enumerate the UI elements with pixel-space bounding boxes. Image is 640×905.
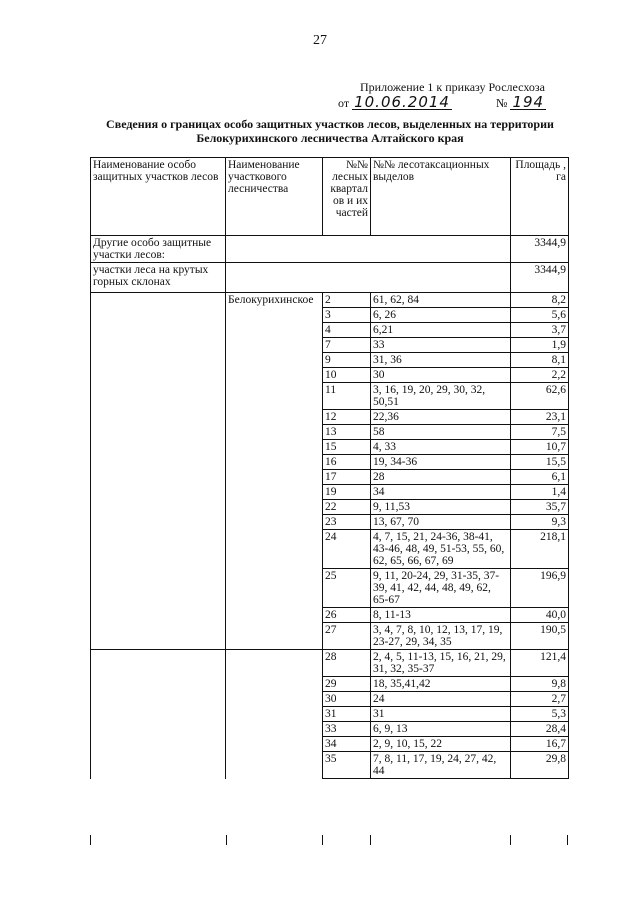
protected-area-cell	[91, 368, 226, 383]
table-row	[91, 608, 569, 623]
quarter-number-cell: 19	[323, 485, 371, 500]
forestry-cell	[226, 485, 323, 500]
protected-area-cell	[91, 515, 226, 530]
table-header-row	[91, 158, 569, 236]
table-row	[91, 440, 569, 455]
quarter-number-cell: 28	[323, 650, 371, 677]
quarter-number-cell: 27	[323, 623, 371, 650]
allotment-numbers-cell: 7, 8, 11, 17, 19, 24, 27, 42, 44	[371, 752, 511, 779]
allotment-numbers-cell: 30	[371, 368, 511, 383]
forestry-cell	[226, 752, 323, 779]
table-row	[91, 338, 569, 353]
area-cell: 28,4	[511, 722, 569, 737]
document-title	[90, 117, 570, 145]
table-row	[91, 707, 569, 722]
table-row	[91, 752, 569, 779]
area-cell: 3,7	[511, 323, 569, 338]
forestry-cell	[226, 353, 323, 368]
protected-area-cell	[91, 623, 226, 650]
forestry-cell	[226, 650, 323, 677]
allotment-numbers-cell: 34	[371, 485, 511, 500]
quarter-number-cell: 7	[323, 338, 371, 353]
area-cell: 15,5	[511, 455, 569, 470]
area-cell: 1,9	[511, 338, 569, 353]
area-cell: 190,5	[511, 623, 569, 650]
table-row	[91, 308, 569, 323]
quarter-number-cell: 10	[323, 368, 371, 383]
allotment-numbers-cell: 2, 4, 5, 11-13, 15, 16, 21, 29, 31, 32, 35-37	[371, 650, 511, 677]
area-cell: 7,5	[511, 425, 569, 440]
title-line-1: Сведения о границах особо защитных участков лесов, выделенных на территории	[106, 117, 554, 131]
area-cell: 35,7	[511, 500, 569, 515]
title-line-2: Белокурихинского лесничества Алтайского края	[196, 131, 464, 145]
protected-area-cell	[91, 569, 226, 608]
order-from-label: от	[338, 96, 350, 110]
protected-area-cell	[91, 752, 226, 779]
table-edge-right	[567, 835, 568, 845]
quarter-number-cell: 23	[323, 515, 371, 530]
quarter-number-cell: 11	[323, 383, 371, 410]
table-edge-left	[90, 835, 91, 845]
table-row	[91, 515, 569, 530]
allotment-numbers-cell: 9, 11,53	[371, 500, 511, 515]
protected-area-cell	[91, 425, 226, 440]
quarter-number-cell: 15	[323, 440, 371, 455]
forestry-cell	[226, 722, 323, 737]
appendix-line: Приложение 1 к приказу Рослесхоза	[360, 80, 545, 94]
area-cell: 6,1	[511, 470, 569, 485]
quarter-number-cell: 4	[323, 323, 371, 338]
quarter-number-cell: 24	[323, 530, 371, 569]
allotment-numbers-cell: 8, 11-13	[371, 608, 511, 623]
protected-area-cell	[91, 707, 226, 722]
allotment-numbers-cell: 24	[371, 692, 511, 707]
area-cell: 2,2	[511, 368, 569, 383]
allotment-numbers-cell: 9, 11, 20-24, 29, 31-35, 37-39, 41, 42, 44, 48, 49, 62, 65-67	[371, 569, 511, 608]
order-reference	[338, 93, 568, 111]
quarter-number-cell: 35	[323, 752, 371, 779]
table-row	[91, 722, 569, 737]
quarter-number-cell: 34	[323, 737, 371, 752]
area-cell: 9,3	[511, 515, 569, 530]
table-row	[91, 383, 569, 410]
table-row	[91, 353, 569, 368]
protected-area-cell	[91, 308, 226, 323]
area-cell: 9,8	[511, 677, 569, 692]
forestry-cell	[226, 470, 323, 485]
protected-area-cell	[91, 293, 226, 308]
forestry-cell	[226, 515, 323, 530]
forestry-cell	[226, 530, 323, 569]
quarter-number-cell: 2	[323, 293, 371, 308]
table-edge-allotment	[370, 835, 371, 845]
forestry-cell	[226, 425, 323, 440]
forestry-cell	[226, 455, 323, 470]
table-row	[91, 485, 569, 500]
table-row	[91, 650, 569, 677]
protected-area-cell	[91, 440, 226, 455]
forestry-cell	[226, 707, 323, 722]
forestry-cell	[226, 608, 323, 623]
summary-row-name: участки леса на крутых горных склонах	[91, 263, 226, 293]
order-number: 194	[512, 93, 545, 111]
allotment-numbers-cell: 6,21	[371, 323, 511, 338]
summary-row-name: Другие особо защитные участки лесов:	[91, 236, 226, 263]
allotment-numbers-cell: 22,36	[371, 410, 511, 425]
summary-row-blank	[226, 263, 511, 293]
quarter-number-cell: 9	[323, 353, 371, 368]
allotment-numbers-cell: 4, 33	[371, 440, 511, 455]
quarter-number-cell: 26	[323, 608, 371, 623]
allotment-numbers-cell: 58	[371, 425, 511, 440]
header-area-ha: Площадь , га	[511, 158, 569, 236]
area-cell: 2,7	[511, 692, 569, 707]
protected-area-cell	[91, 530, 226, 569]
order-no-label: №	[496, 96, 508, 110]
protected-area-cell	[91, 608, 226, 623]
table-row	[91, 500, 569, 515]
table-row	[91, 623, 569, 650]
table-row	[91, 323, 569, 338]
summary-row	[91, 236, 569, 263]
protected-area-cell	[91, 692, 226, 707]
allotment-numbers-cell: 3, 4, 7, 8, 10, 12, 13, 17, 19, 23-27, 29, 34, 35	[371, 623, 511, 650]
table-row	[91, 737, 569, 752]
protected-area-cell	[91, 323, 226, 338]
header-protected-area-name: Наименование особо защитных участков лесов	[91, 158, 226, 236]
table-row	[91, 293, 569, 308]
protected-area-cell	[91, 677, 226, 692]
allotment-numbers-cell: 6, 26	[371, 308, 511, 323]
table-row	[91, 692, 569, 707]
forestry-cell	[226, 338, 323, 353]
area-cell: 8,2	[511, 293, 569, 308]
allotment-numbers-cell: 31	[371, 707, 511, 722]
area-cell: 5,3	[511, 707, 569, 722]
quarter-number-cell: 12	[323, 410, 371, 425]
header-quarter-numbers: №№ лесных квартал ов и их частей	[323, 158, 371, 236]
header-allotment-numbers: №№ лесотаксационных выделов	[371, 158, 511, 236]
summary-row	[91, 263, 569, 293]
allotment-numbers-cell: 28	[371, 470, 511, 485]
quarter-number-cell: 25	[323, 569, 371, 608]
forestry-cell	[226, 677, 323, 692]
allotment-numbers-cell: 33	[371, 338, 511, 353]
allotment-numbers-cell: 18, 35,41,42	[371, 677, 511, 692]
table-row	[91, 455, 569, 470]
order-date: 10.06.2014	[354, 93, 450, 111]
area-cell: 62,6	[511, 383, 569, 410]
area-cell: 29,8	[511, 752, 569, 779]
area-cell: 16,7	[511, 737, 569, 752]
area-cell: 40,0	[511, 608, 569, 623]
protected-area-cell	[91, 500, 226, 515]
quarter-number-cell: 22	[323, 500, 371, 515]
forestry-cell	[226, 440, 323, 455]
allotment-numbers-cell: 31, 36	[371, 353, 511, 368]
allotment-numbers-cell: 61, 62, 84	[371, 293, 511, 308]
protected-area-cell	[91, 722, 226, 737]
quarter-number-cell: 3	[323, 308, 371, 323]
protected-area-cell	[91, 737, 226, 752]
table-row	[91, 530, 569, 569]
protected-area-cell	[91, 650, 226, 677]
protected-area-cell	[91, 338, 226, 353]
table-row	[91, 410, 569, 425]
summary-row-area: 3344,9	[511, 236, 569, 263]
table-row	[91, 368, 569, 383]
protected-area-cell	[91, 410, 226, 425]
area-cell: 1,4	[511, 485, 569, 500]
quarter-number-cell: 16	[323, 455, 371, 470]
area-cell: 218,1	[511, 530, 569, 569]
forestry-cell	[226, 410, 323, 425]
forestry-cell	[226, 308, 323, 323]
table-row	[91, 425, 569, 440]
allotment-numbers-cell: 2, 9, 10, 15, 22	[371, 737, 511, 752]
quarter-number-cell: 17	[323, 470, 371, 485]
boundaries-table	[90, 157, 569, 779]
quarter-number-cell: 13	[323, 425, 371, 440]
forestry-cell	[226, 500, 323, 515]
area-cell: 121,4	[511, 650, 569, 677]
forestry-cell	[226, 737, 323, 752]
forestry-cell	[226, 692, 323, 707]
allotment-numbers-cell: 19, 34-36	[371, 455, 511, 470]
summary-row-blank	[226, 236, 511, 263]
table-row	[91, 569, 569, 608]
protected-area-cell	[91, 455, 226, 470]
allotment-numbers-cell: 13, 67, 70	[371, 515, 511, 530]
protected-area-cell	[91, 353, 226, 368]
table-row	[91, 677, 569, 692]
area-cell: 5,6	[511, 308, 569, 323]
forestry-cell	[226, 383, 323, 410]
protected-area-cell	[91, 485, 226, 500]
forestry-cell	[226, 368, 323, 383]
area-cell: 196,9	[511, 569, 569, 608]
table-edge-forestry	[226, 835, 227, 845]
forestry-cell	[226, 623, 323, 650]
forestry-cell: Белокурихинское	[226, 293, 323, 308]
protected-area-cell	[91, 470, 226, 485]
summary-row-area: 3344,9	[511, 263, 569, 293]
quarter-number-cell: 30	[323, 692, 371, 707]
quarter-number-cell: 31	[323, 707, 371, 722]
table-edge-quarter	[322, 835, 323, 845]
allotment-numbers-cell: 3, 16, 19, 20, 29, 30, 32, 50,51	[371, 383, 511, 410]
quarter-number-cell: 33	[323, 722, 371, 737]
forestry-cell	[226, 323, 323, 338]
protected-area-cell	[91, 383, 226, 410]
area-cell: 10,7	[511, 440, 569, 455]
table-row	[91, 470, 569, 485]
allotment-numbers-cell: 6, 9, 13	[371, 722, 511, 737]
forestry-cell	[226, 569, 323, 608]
page-number: 27	[313, 33, 327, 48]
quarter-number-cell: 29	[323, 677, 371, 692]
allotment-numbers-cell: 4, 7, 15, 21, 24-36, 38-41, 43-46, 48, 49, 51-53, 55, 60, 62, 65, 66, 67, 69	[371, 530, 511, 569]
table-edge-area	[510, 835, 511, 845]
header-forestry-name: Наименование участкового лесничества	[226, 158, 323, 236]
area-cell: 23,1	[511, 410, 569, 425]
area-cell: 8,1	[511, 353, 569, 368]
